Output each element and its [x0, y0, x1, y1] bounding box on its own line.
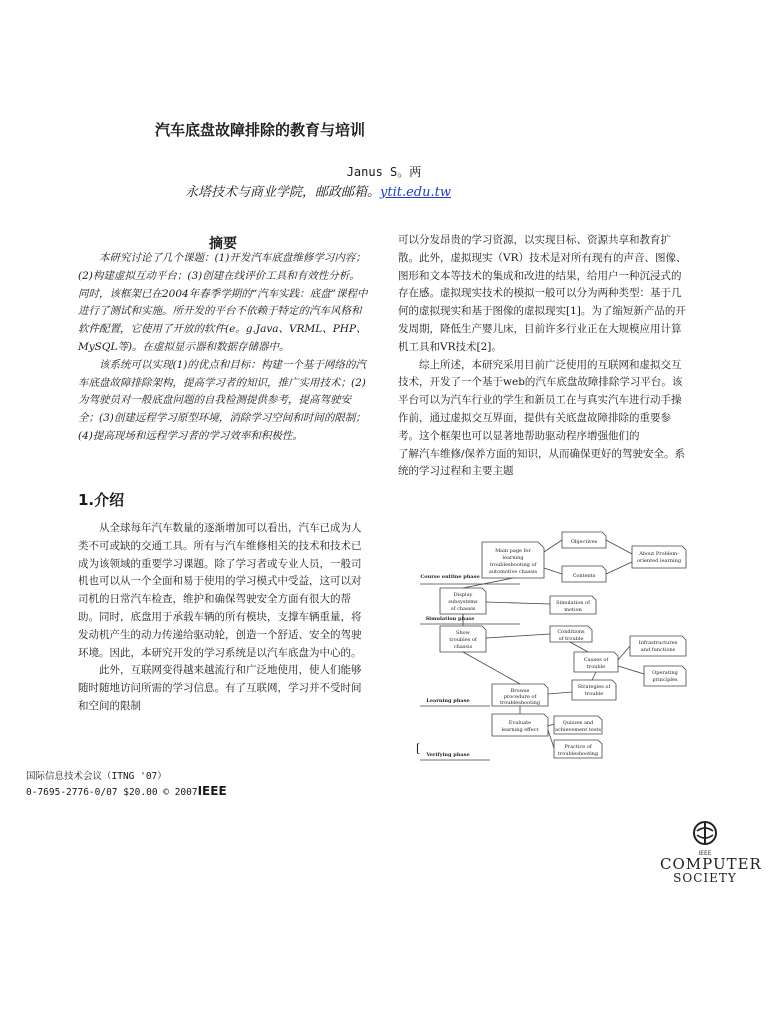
main-line-3: troubleshooting of: [489, 562, 537, 568]
operating-line-2: principles: [652, 677, 678, 683]
show-line-2: troubles of: [449, 637, 477, 643]
conditions-line-1: Conditions: [557, 629, 585, 635]
right-paragraph-3: 了解汽车维修/保养方面的知识，从而确保更好的驾驶安全。系统的学习过程和主要主题: [398, 447, 686, 478]
right-paragraph-1: 可以分发昂贵的学习资源，以实现目标、资源共享和教育扩散。此外，虚拟现实（VR）技术是对所有现有的声音、图像、图形和文本等技术的集成和改进的结果，给用户一种沉浸式的存在感。虚拟现实技术的模拟一般可以分为两种类型：基于几何的虚拟现实和基于图像的虚拟现实[1]。为了缩短新产品的开发周期，降低生产婴儿床，目前许多行业正在大规模应用计算机工具和VR技术[2]。: [398, 234, 687, 353]
infrastructures-line-1: Infrastructures: [638, 640, 678, 646]
causes-line-2: trouble: [586, 664, 606, 670]
abstract-heading: 摘要: [209, 236, 237, 252]
strategies-line-2: trouble: [584, 691, 604, 697]
affiliation-link[interactable]: ytit.edu.tw: [380, 185, 451, 200]
phase-label-course: Course outline phase: [420, 574, 480, 580]
browse-line-1: Browse: [510, 688, 530, 694]
quizzes-line-2: achievement tests: [555, 727, 601, 733]
evaluate-line-1: Evaluate: [508, 720, 532, 726]
simulation-line-2: motion: [564, 607, 582, 613]
conditions-line-2: of trouble: [558, 636, 584, 642]
infrastructures-line-2: and functions: [640, 647, 676, 653]
evaluate-line-2: learning effect: [501, 727, 539, 733]
right-column-body: [398, 232, 690, 481]
strategies-box: [572, 680, 616, 700]
abstract-paragraph-2: 该系统可以实现(1)的优点和目标：构建一个基于网络的汽车底盘故障排除架构，提高学习者的知识，推广实用技术；(2)为驾驶员对一般底盘问题的自我检测提供参考，提高驾驶安全；(3)创建远程学习原型环境，消除学习空间和时间的限制；(4)提高现场和远程学习者的学习效率和积极性。: [78, 358, 366, 442]
section-heading-introduction: 1.介绍: [78, 491, 125, 509]
intro-paragraph-1: 从全球每年汽车数量的逐渐增加可以看出，汽车已成为人类不可或缺的交通工具。所有与汽车维修相关的技术和技术已成为该领域的重要学习课题。除了学习者或专业人员，一般司机也可以从一个全面和易于使用的学习模式中受益，这可以对司机的日常汽车检查，维护和确保驾驶安全方面有很大的帮助。同时，底盘用于承载车辆的所有模块，支撑车辆重量，将发动机产生的动力传递给驱动轮，创造一个舒适、安全的驾驶环境。因此，本研究开发的学习系统是以汽车底盘为中心的。: [78, 522, 362, 659]
phase-label-learning: Learning phase: [426, 698, 470, 704]
contents-label: Contents: [572, 573, 596, 579]
operating-line-1: Operating: [652, 670, 678, 676]
simulation-line-1: Simulation of: [556, 600, 590, 606]
browse-line-2: procedure of: [503, 694, 537, 700]
introduction-body: [78, 520, 370, 716]
abstract-body: [78, 250, 370, 446]
about-line-1: About Problem-: [639, 551, 679, 557]
operating-box: [644, 666, 686, 686]
about-box: [632, 546, 686, 568]
about-line-2: oriented learning: [636, 558, 682, 564]
abstract-paragraph-1: 本研究讨论了几个课题：(1)开发汽车底盘维修学习内容；(2)构建虚拟互动平台；(3)创建在线评价工具和有效性分析。同时，该框架已在2004年春季学期的“汽车实践：底盘”课程中进行了测试和实施。所开发的平台不依赖于特定的汽车风格和软件配置，它使用了开放的软件(e。g.Java、VRML、PHP、MySQL等)。在虚拟显示器和数据存储器中。: [78, 252, 368, 353]
causes-line-1: Causes of: [583, 657, 609, 663]
paper-title: 汽车底盘故障排除的教育与培训: [154, 121, 365, 139]
learning-process-figure: [420, 522, 750, 772]
right-paragraph-2: 综上所述，本研究采用目前广泛使用的互联网和虚拟交互技术，开发了一个基于web的汽车底盘故障排除学习平台。该平台可以为汽车行业的学生和新员工在与真实汽车进行动手操作前，通过虚拟交互界面，提供有关底盘故障排除的重要参考。这个框架也可以显著地帮助驱动程序增强他们的: [398, 358, 683, 442]
objectives-label: Objectives: [570, 539, 598, 545]
flowchart-svg: [420, 522, 750, 772]
display-line-2: subsystems: [448, 599, 478, 605]
conference-note: 国际信息技术会议（ITNG '07）: [26, 771, 167, 782]
figure-stray-mark: [: [416, 742, 421, 755]
copyright-line: [26, 784, 227, 798]
infrastructures-box: [630, 636, 686, 656]
ieee-wordmark: IEEE: [197, 784, 227, 798]
computer-society-logo: [660, 820, 762, 885]
cs-word-society: SOCIETY: [673, 871, 737, 885]
cs-emblem-icon: [692, 820, 718, 846]
main-line-1: Main page for: [495, 548, 531, 554]
cs-ieee-label: IEEE: [698, 850, 712, 857]
display-line-3: of chassis: [450, 606, 476, 612]
intro-paragraph-2: 此外，互联网变得越来越流行和广泛地使用，使人们能够随时随地访问所需的学习信息。有了互联网，学习并不受时间和空间的限制: [78, 664, 362, 712]
strategies-line-1: Strategies of: [577, 684, 611, 690]
show-line-3: chassis: [453, 644, 473, 650]
phase-label-simulation: Simulation phase: [425, 616, 475, 622]
browse-line-3: troubleshooting: [499, 700, 541, 706]
practice-line-1: Practice of: [564, 744, 592, 750]
cs-word-computer: COMPUTER: [660, 855, 762, 873]
isbn-text: 0-7695-2776-0/07 $20.00 © 2007: [26, 787, 198, 798]
main-line-2: learning: [502, 555, 524, 561]
show-line-1: Show: [456, 630, 470, 636]
practice-line-2: troubleshooting: [557, 751, 599, 757]
author-line: Janus S。两: [346, 165, 422, 179]
quizzes-line-1: Quizzes and: [562, 720, 594, 726]
display-line-1: Display: [453, 592, 473, 598]
phase-label-verifying: Verifying phase: [426, 752, 470, 758]
affiliation-line: [0, 181, 636, 200]
affiliation-text: 永塔技术与商业学院，邮政邮箱。: [185, 185, 381, 200]
main-line-4: automotive chassis: [488, 569, 538, 575]
